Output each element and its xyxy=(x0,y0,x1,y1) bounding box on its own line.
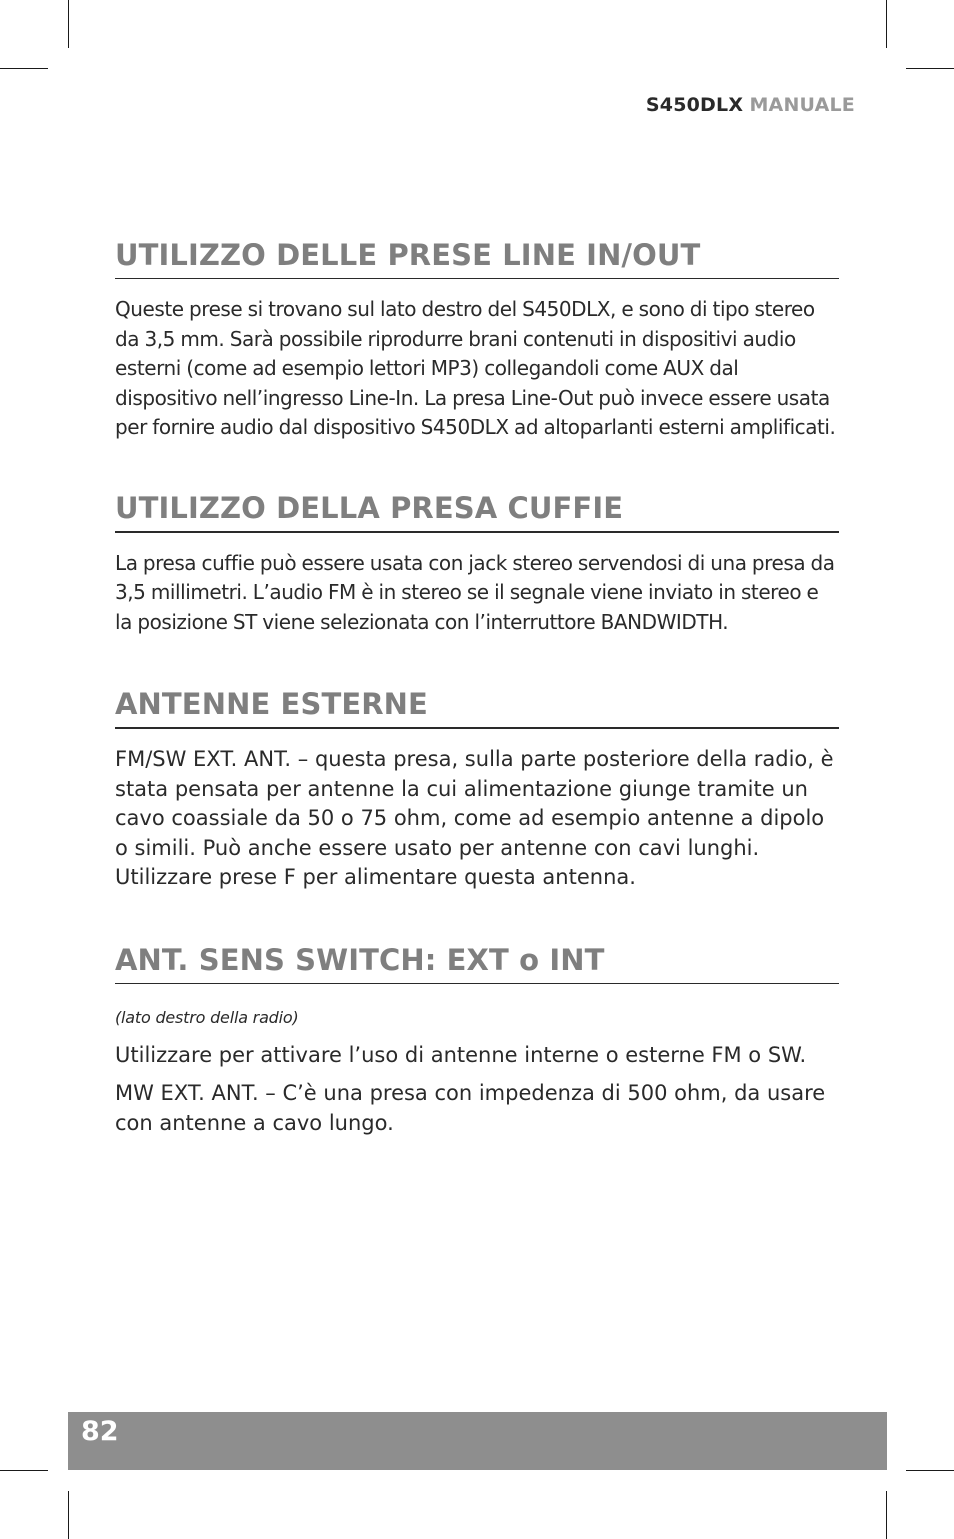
section-title: UTILIZZO DELLA PRESA CUFFIE xyxy=(115,491,839,533)
page-content xyxy=(115,238,839,1138)
section-paragraph: Utilizzare per attivare l’uso di antenne interne o esterne FM o SW. xyxy=(115,1042,807,1067)
running-header xyxy=(646,94,855,116)
section-paragraph: La presa cuffie può essere usata con jack stereo servendosi di una presa da 3,5 millimetri. L’audio FM è in stereo se il segnale viene inviato in stereo e la posizione ST viene selezionata con l’interruttore BANDWIDTH. xyxy=(115,550,835,634)
crop-mark xyxy=(906,1470,954,1471)
section-note: (lato destro della radio) xyxy=(115,1007,299,1027)
crop-mark xyxy=(0,68,48,69)
section-line-in-out xyxy=(115,238,839,443)
section-paragraph: Queste prese si trovano sul lato destro del S450DLX, e sono di tipo stereo da 3,5 mm. Sarà possibile riprodurre brani contenuti in dispositivi audio esterni (come ad esempio lettori MP3) collegandoli come AUX dal dispositivo nell’ingresso Line-In. La presa Line-Out può invece essere usata per fornire audio dal dispositivo S450DLX ad altoparlanti esterni amplificati. xyxy=(115,297,836,439)
section-title: UTILIZZO DELLE PRESE LINE IN/OUT xyxy=(115,238,839,279)
header-label: MANUALE xyxy=(749,94,855,116)
header-model: S450DLX xyxy=(645,94,744,116)
section-ant-sens-switch xyxy=(115,943,839,1139)
crop-mark xyxy=(0,1470,48,1471)
page-number: 82 xyxy=(81,1416,119,1447)
crop-mark xyxy=(906,68,954,69)
section-paragraph: FM/SW EXT. ANT. – questa presa, sulla parte posteriore della radio, è stata pensata per antenne la cui alimentazione giunge tramite un cavo coassiale da 50 o 75 ohm, come ad esempio antenne a dipolo o simili. Può anche essere usato per antenne con cavi lunghi. Utilizzare prese F per alimentare questa antenna. xyxy=(115,747,834,889)
crop-mark xyxy=(68,1491,69,1539)
section-external-antennas xyxy=(115,687,839,893)
crop-mark xyxy=(886,1491,887,1539)
section-paragraph: MW EXT. ANT. – C’è una presa con impedenza di 500 ohm, da usare con antenne a cavo lungo. xyxy=(115,1081,826,1135)
section-title: ANT. SENS SWITCH: EXT o INT xyxy=(115,943,839,984)
crop-mark xyxy=(886,0,887,48)
crop-mark xyxy=(68,0,69,48)
footer-bar xyxy=(68,1412,887,1470)
section-title: ANTENNE ESTERNE xyxy=(115,687,839,729)
section-headphones xyxy=(115,491,839,638)
